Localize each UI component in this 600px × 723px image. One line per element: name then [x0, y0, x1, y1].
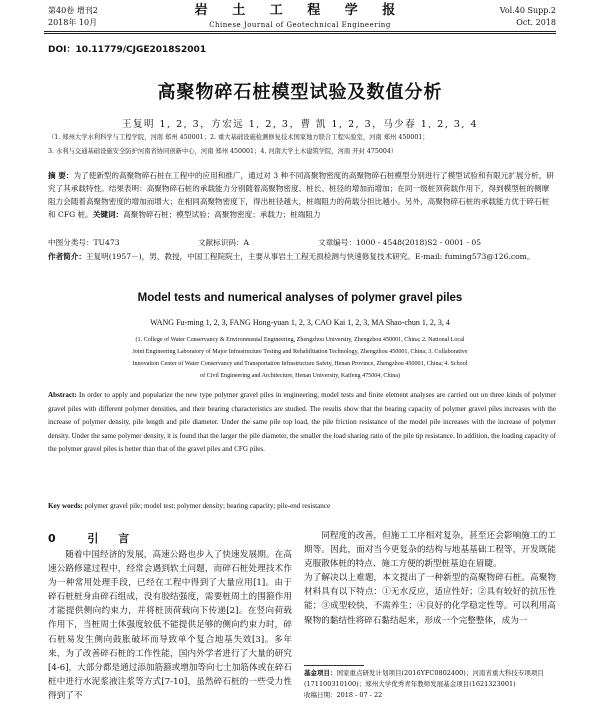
author-bio-label: 作者简介： — [48, 252, 86, 261]
section-number: 0 — [48, 532, 64, 545]
affiliation-en-line: (1. College of Water Conservancy & Environmental Engineering, Zhengzhou University, Zhengzhou 450001, China; 2. National Local — [135, 337, 465, 343]
authors-en: WANG Fu-ming 1, 2, 3, FANG Hong-yuan 1, 2, 3, CAO Kai 1, 2, 3, MA Shao-chun 1, 2, 3, 4 — [150, 318, 450, 327]
abstract-en — [48, 389, 556, 457]
abstract-en-text: In order to apply and popularize the new type polymer gravel piles in engineering, model tests and finite element analyses are carried out on three kinds of polymer gravel piles with different polymer densities, and their bearing characteristics are studied. The results show that the bearing capacity of polymer gravel piles increases with the increase of polymer density, pile length and pile diameter. Under the same pile top load, the pile friction resistance of the model pile increases with the increase of polymer density. Under the same polymer density, it is found that the larger the pile diameter, the smaller the load sharing ratio of the pile tip resistance. In addition, the loading capacity of the polymer gravel piles is better than that of the gravel piles and CFG piles. — [48, 391, 557, 453]
abstract-cn — [48, 169, 556, 221]
author-bio — [48, 250, 556, 263]
author-bio-text: 王复明(1957－)，男，教授，中国工程院院士，主要从事岩土工程无损检测与快速修复技术研究。E-mail: fuming573@126.com。 — [85, 252, 535, 261]
page-title-en: Model tests and numerical analyses of polymer gravel piles — [137, 292, 463, 304]
section-title: 引 言 — [87, 532, 138, 545]
keywords-en-label: Key words: — [48, 502, 83, 510]
affiliation-en-line: of Civil Engineering and Architecture, Henan University, Kaifeng 475004, China) — [200, 373, 400, 379]
affiliation-cn-line: 3. 水利与交通基础设施安全防护河南省协同创新中心，河南 郑州 450001；4. 河南大学土木建筑学院，河南 开封 475004） — [48, 148, 398, 155]
doi[interactable]: DOI：10.11779/CJGE2018S2001 — [48, 45, 207, 55]
volume-issue-cn: 第40卷 增刊2 — [48, 6, 98, 15]
volume-en: Vol.40 Supp.2 — [499, 6, 556, 15]
journal-title-en: Chinese Journal of Geotechnical Engineering — [209, 21, 391, 29]
abstract-cn-label: 摘 要： — [48, 171, 74, 180]
page-title-cn: 高聚物碎石桩模型试验及数值分析 — [157, 82, 443, 103]
keywords-cn-label: 关键词： — [92, 210, 124, 219]
affiliation-en-line: Innovation Center of Water Conservancy and Transportation Infrastructure Safety, Henan Province, Zhengzhou 450001, China; 4. School — [132, 361, 468, 367]
document-code: 文献标识码：A — [198, 238, 250, 247]
section-heading — [48, 530, 137, 546]
abstract-en-label: Abstract: — [48, 391, 77, 399]
clc-number: 中图分类号：TU473 — [48, 238, 120, 247]
date-cn: 2018年 10月 — [48, 18, 98, 27]
affiliation-en-line: Joint Engineering Laboratory of Major Infrastructure Testing and Rehabilitation Technology, Zhengzhou 450001, China; 3. Collaborative — [132, 349, 468, 355]
header-rule — [44, 31, 556, 32]
meta-row-cn — [48, 236, 556, 249]
body-column-right: 同程度的改善，但施工工序相对复杂，甚至还会影响施工的工期等。因此，面对当今更复杂的结构与地基基础工程等，开发既能克服散体桩的特点、施工方便的新型桩基迫在眉睫。 为了解决以上难题，本文提出了一种新型的高聚物碎石桩。高聚物材料具有以下特点：①无水反应，适应性好；②具有较好的抗压性能；③成型较快，不需养生；④良好的化学稳定性等。可以利用高聚物的黏结性将碎石黏结起来，形成一个完整整体，成为一 — [304, 531, 556, 626]
keywords-en-text: polymer gravel pile; model test; polymer density; bearing capacity; pile-end resistance — [84, 502, 331, 510]
fund-label: 基金项目： — [304, 669, 337, 677]
footnote — [304, 668, 556, 701]
affiliation-cn-line: （1. 郑州大学水利科学与工程学院，河南 郑州 450001；2. 重大基础设施检测修复技术国家地方联合工程实验室，河南 郑州 450001； — [48, 134, 429, 141]
article-number: 文章编号：1000 - 4548(2018)S2 - 0001 - 05 — [318, 238, 482, 247]
header-rule-2 — [44, 33, 556, 34]
journal-title-cn: 岩 土 工 程 学 报 — [194, 3, 406, 18]
footnote-rule — [304, 665, 364, 666]
abstract-cn-text: 为了使新型的高聚物碎石桩在工程中的应用和推广，通过对 3 种不同高聚物密度的高聚物碎石桩模型分别进行了模型试验和有限元扩展分析，研究了其承载特性。结果表明：高聚物碎石桩的承载能力分别随着高聚物密度、桩长、桩径的增加而增加；在同一级桩顶荷载作用下，得到模型桩的侧摩阻力会随着高聚物密度的增加而增大；在相同高聚物密度下，得出桩径越大，桩端阻力的荷载分担比越小。另外，高聚物碎石桩的承载能力优于碎石桩和 CFG 桩。 — [48, 171, 554, 219]
keywords-cn-text: 高聚物碎石桩；模型试验；高聚物密度；承载力；桩端阻力 — [123, 210, 321, 219]
date-en: Oct. 2018 — [516, 18, 556, 27]
authors-cn: 王复明 1, 2, 3，方宏远 1, 2, 3，曹 凯 1, 2, 3，马少春 1, 2, 3, 4 — [121, 119, 479, 130]
body-column-left: 随着中国经济的发展，高速公路也步入了快速发展期。在高速公路修建过程中，经常会遇到软土问题，而碎石桩处理技术作为一种常用处理手段，已经在工程中得到了大量应用[1]。由于碎石桩桩身由碎石组成，没有胶结强度，需要桩周土的围箍作用才能提供侧向约束力，并将桩顶荷载向下传递[2]。在竖向荷载作用下，当桩周土体强度较低不能提供足够的侧向约束力时，碎石桩易发生侧向鼓胀破坏而导致单个复合地基失效[3]。多年来，为了改善碎石桩的工作性能，国内外学者进行了大量的研究[4-6]，大部分都是通过添加筋箍或增加等向七土加筋体或在碎石桩中进行水泥浆液注浆等方式[7-10]，虽然碎石桩的一些受力性得到了不 — [48, 550, 292, 701]
received-date: 收稿日期：2018 - 07 - 22 — [304, 691, 383, 699]
fund-text: 国家重点研发计划项目(2016YFC0802400)；河南省重大科技专项项目(171100310100)；郑州大学优秀青年教师发展基金项目(1621323001) — [304, 669, 544, 688]
keywords-en — [48, 502, 556, 510]
